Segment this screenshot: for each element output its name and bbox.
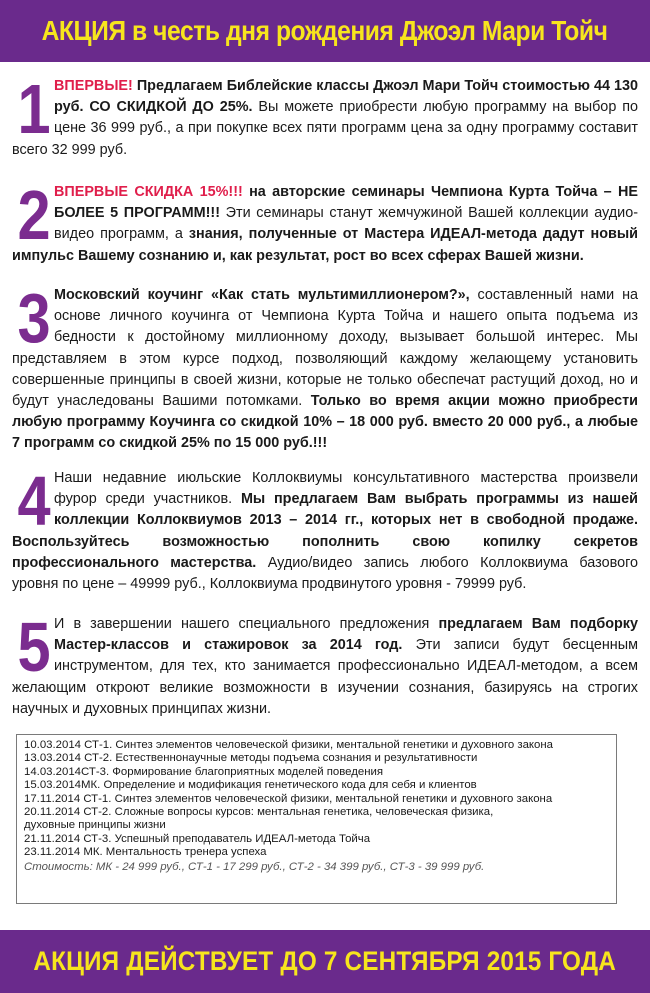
bold-text: на авторские семинары Чемпиона Курта Тойча – НЕ БОЛЕЕ 5 ПРОГРАММ!!! bbox=[54, 184, 638, 222]
plain-text: И в завершении нашего специального предложения bbox=[54, 616, 430, 632]
section-number: 5 bbox=[17, 608, 51, 686]
highlight-text: ВПЕРВЫЕ! bbox=[54, 78, 133, 94]
section-number: 1 bbox=[17, 70, 51, 148]
plain-text: Эти записи будут бесценным инструментом, для тех, кто занимается профессионально ИДЕАЛ-методом, а всем желающим откроют великие возможности в изучении сознания, базируясь на строгих научных и духовных принципах жизни. bbox=[12, 637, 638, 717]
promo-title: АКЦИЯ в честь дня рождения Джоэл Мари Тойч bbox=[42, 15, 608, 46]
plain-text: Эти семинары станут жемчужиной Вашей коллекции аудио-видео программ, а bbox=[54, 205, 639, 243]
section-number: 3 bbox=[17, 279, 51, 357]
schedule-line: 23.11.2014 МК. Ментальность тренера успеха bbox=[24, 846, 267, 859]
plain-text: составленный нами на основе личного коучинга от Чемпиона Курта Тойча и нашего опыта подъема из бедности к достойному миллионному доходу, вызывает большой интерес. Мы представляем в этом курсе подход, позволяющий каждому желающему установить совершенные принципы в своей жизни, которые не только обеспечат растущий доход, но и будут унаследованы Вашими потомками. bbox=[12, 287, 639, 410]
section-number: 2 bbox=[17, 176, 51, 254]
plain-text: Наши недавние июльские Коллоквиумы консультативного мастерства произвели фурор среди участников. bbox=[54, 470, 638, 508]
offer-section-4 bbox=[12, 462, 639, 595]
schedule-line: 15.03.2014МК. Определение и модификация генетического кода для себя и клиентов bbox=[24, 779, 477, 792]
offer-section-2 bbox=[12, 176, 639, 267]
offer-section-3 bbox=[12, 279, 639, 455]
promo-deadline: АКЦИЯ ДЕЙСТВУЕТ ДО 7 СЕНТЯБРЯ 2015 ГОДА bbox=[33, 946, 617, 976]
schedule-cost: Стоимость: МК - 24 999 руб., СТ-1 - 17 299 руб., СТ-2 - 34 399 руб., СТ-3 - 39 999 руб. bbox=[24, 860, 485, 873]
schedule-line: 14.03.2014СТ-3. Формирование благоприятных моделей поведения bbox=[24, 765, 384, 778]
offer-text bbox=[12, 70, 639, 161]
schedule-line: духовные принципы жизни bbox=[24, 819, 166, 832]
offer-text bbox=[12, 608, 638, 720]
promo-header-banner bbox=[0, 0, 650, 62]
section-number: 4 bbox=[17, 462, 51, 540]
offer-text bbox=[12, 462, 639, 595]
bold-text: предлагаем Вам подборку Мастер-классов и стажировок за 2014 год. bbox=[54, 616, 638, 654]
offer-section-1 bbox=[12, 70, 639, 161]
schedule-line: 17.11.2014 СТ-1. Синтез элементов человеческой физики, ментальной генетики и духовного закона bbox=[24, 792, 553, 805]
schedule-line: 13.03.2014 СТ-2. Естественнонаучные методы подъема сознания и результативности bbox=[24, 752, 478, 765]
plain-text: Аудио/видео запись любого Коллоквиума базового уровня по цене – 49999 руб., Коллоквиума продвинутого уровня - 79999 руб. bbox=[12, 554, 639, 593]
schedule-box bbox=[16, 734, 617, 904]
promo-footer-banner bbox=[0, 930, 650, 993]
schedule-line: 10.03.2014 СТ-1. Синтез элементов человеческой физики, ментальной генетики и духовного закона bbox=[24, 739, 554, 751]
schedule-line: 20.11.2014 СТ-2. Сложные вопросы курсов: ментальная генетика, человеческая физика, bbox=[24, 806, 494, 819]
bold-text: Только во время акции можно приобрести любую программу Коучинга со скидкой 10% – 18 000 руб. вместо 20 000 руб., а любые 7 программ со скидкой 25% по 15 000 руб.!!! bbox=[12, 393, 638, 452]
offer-section-5 bbox=[12, 608, 638, 720]
highlight-text: ВПЕРВЫЕ СКИДКА 15%!!! bbox=[54, 184, 243, 200]
plain-text: Вы можете приобрести любую программу на выбор по цене 36 999 руб., а при покупке всех пяти программ цена за одну программу составит всего 32 999 руб. bbox=[12, 99, 638, 158]
bold-text: Предлагаем Библейские классы Джоэл Мари Тойч стоимостью 44 130 руб. СО СКИДКОЙ ДО 25%. bbox=[54, 78, 639, 116]
schedule-line: 21.11.2014 СТ-3. Успешный преподаватель ИДЕАЛ-метода Тойча bbox=[24, 832, 371, 845]
offer-text bbox=[12, 279, 639, 455]
bold-text: знания, полученные от Мастера ИДЕАЛ-метода дадут новый импульс Вашему сознанию и, как результат, рост во всех сферах Вашей жизни. bbox=[12, 226, 638, 264]
bold-text: Мы предлагаем Вам выбрать программы из нашей коллекции Коллоквиумов 2013 – 2014 гг., которых нет в свободной продаже. Воспользуйтесь возможностью пополнить свою копилку секретов профессионального мастерства. bbox=[12, 491, 638, 571]
offer-text bbox=[12, 176, 639, 267]
bold-text: Московский коучинг «Как стать мультимиллионером?», bbox=[54, 287, 470, 303]
